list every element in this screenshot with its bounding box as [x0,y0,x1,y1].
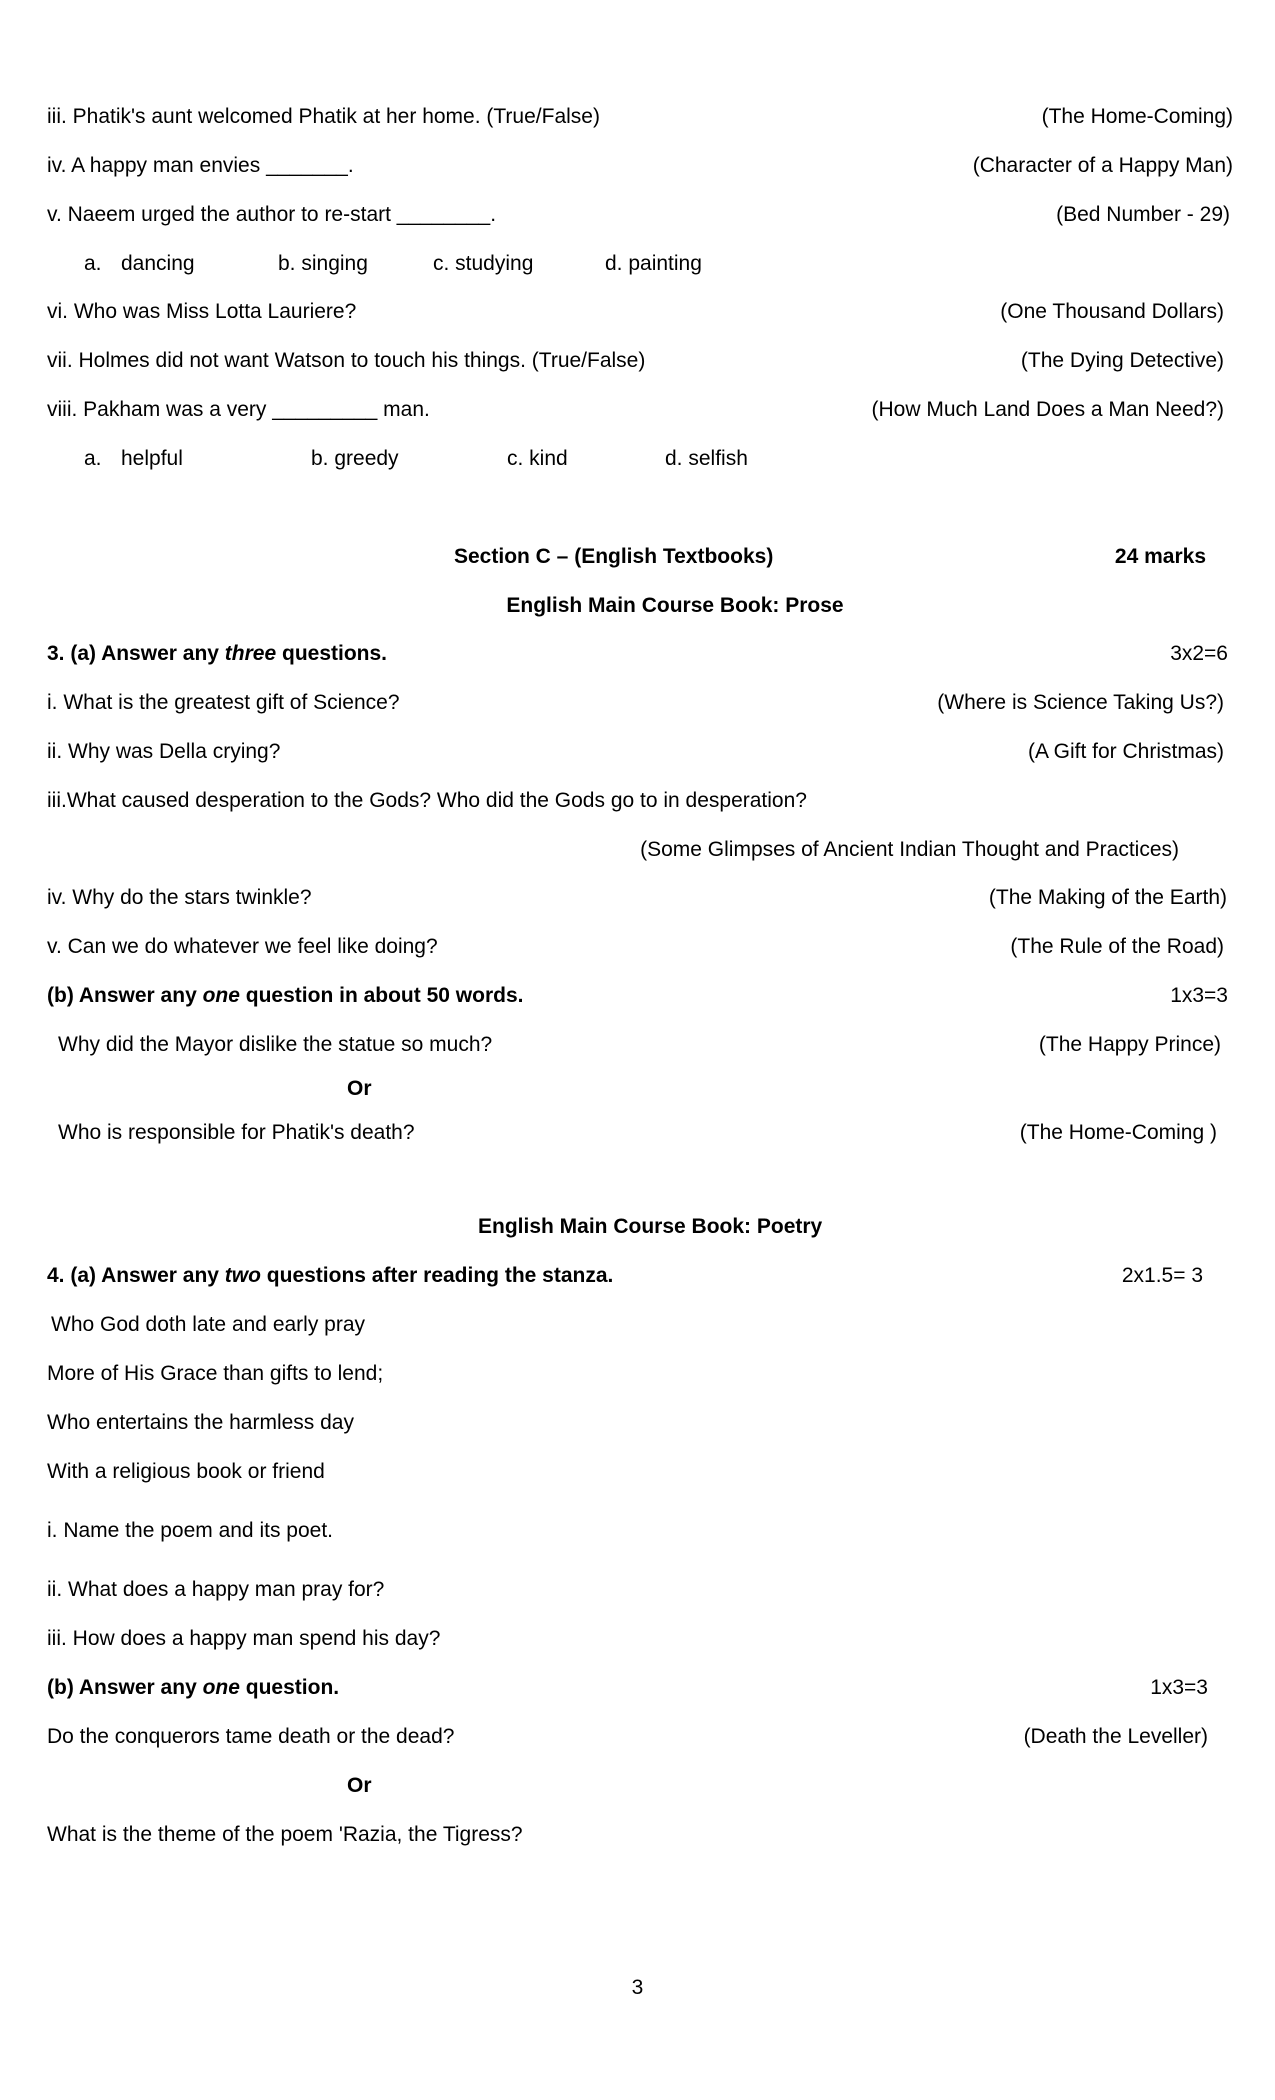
question-4b-ref: (Death the Leveller) [1023,1725,1208,1748]
question-3a-item: i. What is the greatest gift of Science? [47,691,400,714]
question-iii-text: iii. Phatik's aunt welcomed Phatik at her home. (True/False) [47,105,600,128]
question-4a-heading: 4. (a) Answer any two questions after reading the stanza. [47,1264,614,1287]
question-3a-ref: (A Gift for Christmas) [1027,740,1224,763]
stanza-line: Who entertains the harmless day [47,1411,354,1434]
stanza-line: More of His Grace than gifts to lend; [47,1362,384,1385]
option-text: d. selfish [665,447,748,470]
option-text: b. singing [278,252,368,275]
question-3b-ref: (The Home-Coming ) [1019,1121,1217,1144]
option-letter: a. [84,447,102,470]
or-label: Or [347,1774,372,1797]
page-number: 3 [631,1976,644,1999]
question-3a-item: ii. Why was Della crying? [47,740,281,763]
question-vii-text: vii. Holmes did not want Watson to touch his things. (True/False) [47,349,646,372]
option-letter: a. [84,252,102,275]
question-3b-marks: 1x3=3 [1170,984,1228,1007]
question-4a-marks: 2x1.5= 3 [1121,1264,1203,1287]
option-text: helpful [121,447,183,470]
stanza-line: With a religious book or friend [47,1460,325,1483]
question-4a-item: iii. How does a happy man spend his day? [47,1627,441,1650]
question-3a-ref: (The Rule of the Road) [1010,935,1224,958]
stanza-line: Who God doth late and early pray [51,1313,366,1336]
option-text: b. greedy [311,447,399,470]
question-vi-ref: (One Thousand Dollars) [1000,300,1224,323]
question-4b-heading: (b) Answer any one question. [47,1676,340,1699]
question-3a-ref: (Where is Science Taking Us?) [937,691,1224,714]
question-vi-text: vi. Who was Miss Lotta Lauriere? [47,300,357,323]
question-4b-item: Do the conquerors tame death or the dead? [47,1725,455,1748]
question-4a-item: i. Name the poem and its poet. [47,1519,333,1542]
section-heading: Section C – (English Textbooks) [454,545,774,568]
question-4b-marks: 1x3=3 [1150,1676,1208,1699]
question-viii-ref: (How Much Land Does a Man Need?) [871,398,1224,421]
question-3a-marks: 3x2=6 [1170,642,1228,665]
prose-heading: English Main Course Book: Prose [506,594,844,617]
question-4a-item: ii. What does a happy man pray for? [47,1578,385,1601]
poetry-heading: English Main Course Book: Poetry [478,1215,823,1238]
section-marks: 24 marks [1114,545,1206,568]
question-vii-ref: (The Dying Detective) [1020,349,1224,372]
question-4b-item: What is the theme of the poem 'Razia, the Tigress? [47,1823,523,1846]
question-3b-heading: (b) Answer any one question in about 50 words. [47,984,524,1007]
question-3b-item: Who is responsible for Phatik's death? [58,1121,415,1144]
question-viii-text: viii. Pakham was a very _________ man. [47,398,430,421]
question-3b-ref: (The Happy Prince) [1038,1033,1221,1056]
option-text: dancing [121,252,195,275]
question-3a-item: iii.What caused desperation to the Gods? Who did the Gods go to in desperation? [47,789,807,812]
or-label: Or [347,1077,372,1100]
question-v-ref: (Bed Number - 29) [1056,203,1230,226]
question-3a-heading: 3. (a) Answer any three questions. [47,642,388,665]
question-3a-item: v. Can we do whatever we feel like doing? [47,935,438,958]
question-3a-ref: (The Making of the Earth) [988,886,1227,909]
question-3a-item: iv. Why do the stars twinkle? [47,886,312,909]
option-text: c. studying [433,252,534,275]
option-text: d. painting [605,252,702,275]
question-3a-ref: (Some Glimpses of Ancient Indian Thought and Practices) [640,838,1179,861]
question-iii-ref: (The Home-Coming) [1041,105,1233,128]
question-iv-text: iv. A happy man envies _______. [47,154,354,177]
question-3b-item: Why did the Mayor dislike the statue so much? [58,1033,493,1056]
option-text: c. kind [507,447,568,470]
question-iv-ref: (Character of a Happy Man) [972,154,1233,177]
question-v-text: v. Naeem urged the author to re-start ________. [47,203,497,226]
